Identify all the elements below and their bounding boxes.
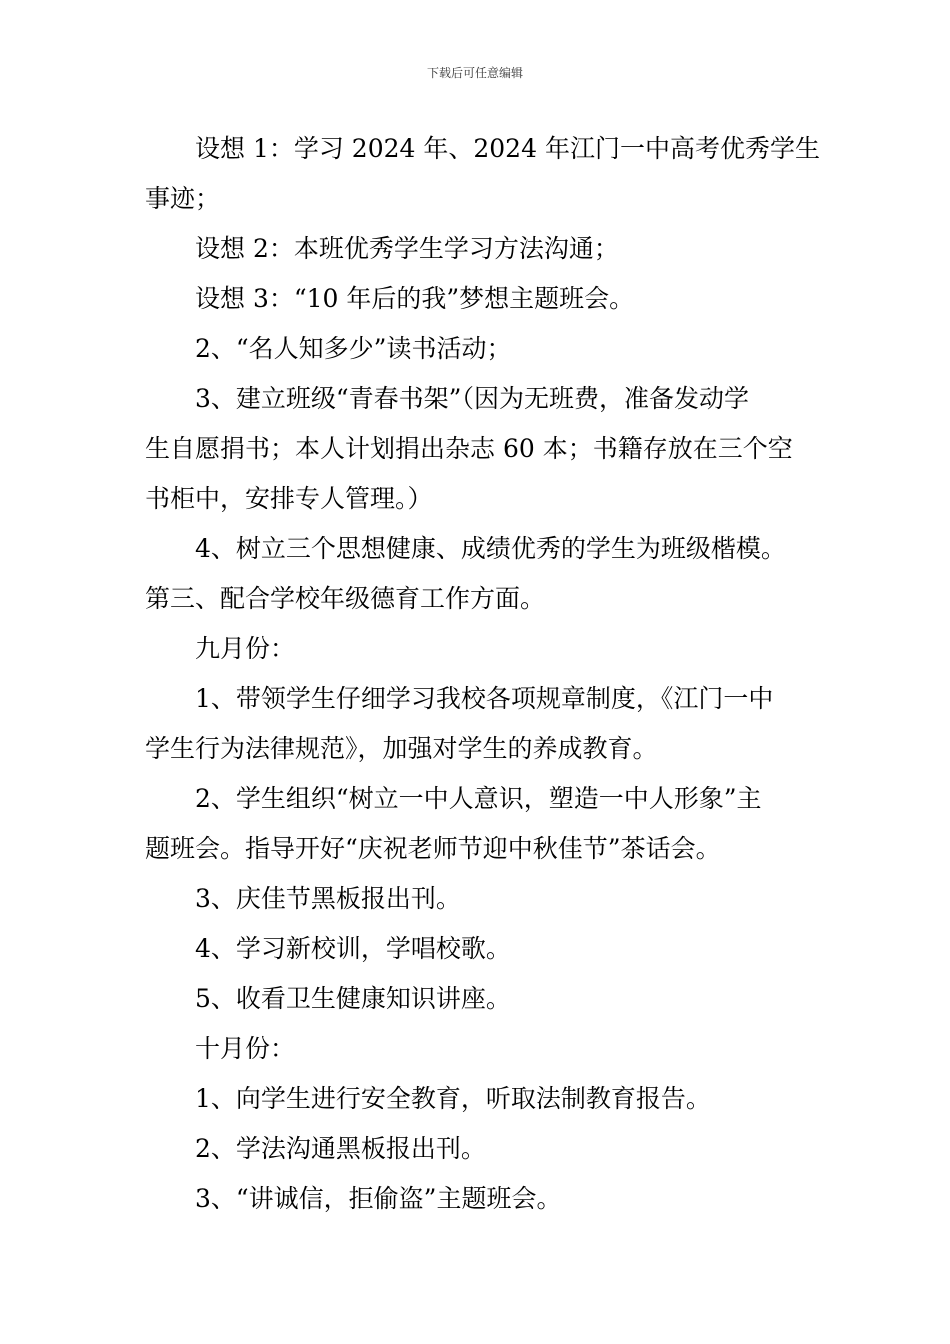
text-line: 2、“名人知多少”读书活动； bbox=[195, 334, 512, 363]
month-heading-september: 九月份： bbox=[195, 634, 296, 663]
text-line: 题班会。指导开好“庆祝老师节迎中秋佳节”茶话会。 bbox=[145, 834, 721, 863]
text-line: 5、收看卫生健康知识讲座。 bbox=[195, 984, 511, 1013]
text-line: 设想 1：学习 2024 年、2024 年江门一中高考优秀学生 bbox=[195, 134, 820, 163]
text-line: 2、学法沟通黑板报出刊。 bbox=[195, 1134, 486, 1163]
text-line: 学生行为法律规范》，加强对学生的养成教育。 bbox=[145, 734, 658, 763]
text-line: 4、树立三个思想健康、成绩优秀的学生为班级楷模。 bbox=[195, 534, 786, 563]
text-line: 设想 3：“10 年后的我”梦想主题班会。 bbox=[195, 284, 635, 313]
text-line: 3、庆佳节黑板报出刊。 bbox=[195, 884, 461, 913]
month-heading-october: 十月份： bbox=[195, 1034, 296, 1063]
text-line: 3、建立班级“青春书架”（因为无班费，准备发动学 bbox=[195, 384, 749, 413]
text-line: 书柜中，安排专人管理。） bbox=[145, 484, 433, 513]
text-line: 1、向学生进行安全教育，听取法制教育报告。 bbox=[195, 1084, 711, 1113]
page-header: 下载后可任意编辑 bbox=[426, 66, 523, 80]
section-heading: 第三、配合学校年级德育工作方面。 bbox=[145, 584, 546, 613]
text-line: 3、“讲诚信，拒偷盗”主题班会。 bbox=[195, 1184, 562, 1213]
document-body bbox=[145, 124, 820, 1224]
text-line: 事迹； bbox=[145, 184, 221, 213]
text-line: 2、学生组织“树立一中人意识，塑造一中人形象”主 bbox=[195, 784, 762, 813]
text-line: 设想 2：本班优秀学生学习方法沟通； bbox=[195, 234, 619, 263]
text-line: 4、学习新校训，学唱校歌。 bbox=[195, 934, 511, 963]
text-line: 生自愿捐书；本人计划捐出杂志 60 本；书籍存放在三个空 bbox=[145, 434, 793, 463]
text-line: 1、带领学生仔细学习我校各项规章制度，《江门一中 bbox=[195, 684, 774, 713]
